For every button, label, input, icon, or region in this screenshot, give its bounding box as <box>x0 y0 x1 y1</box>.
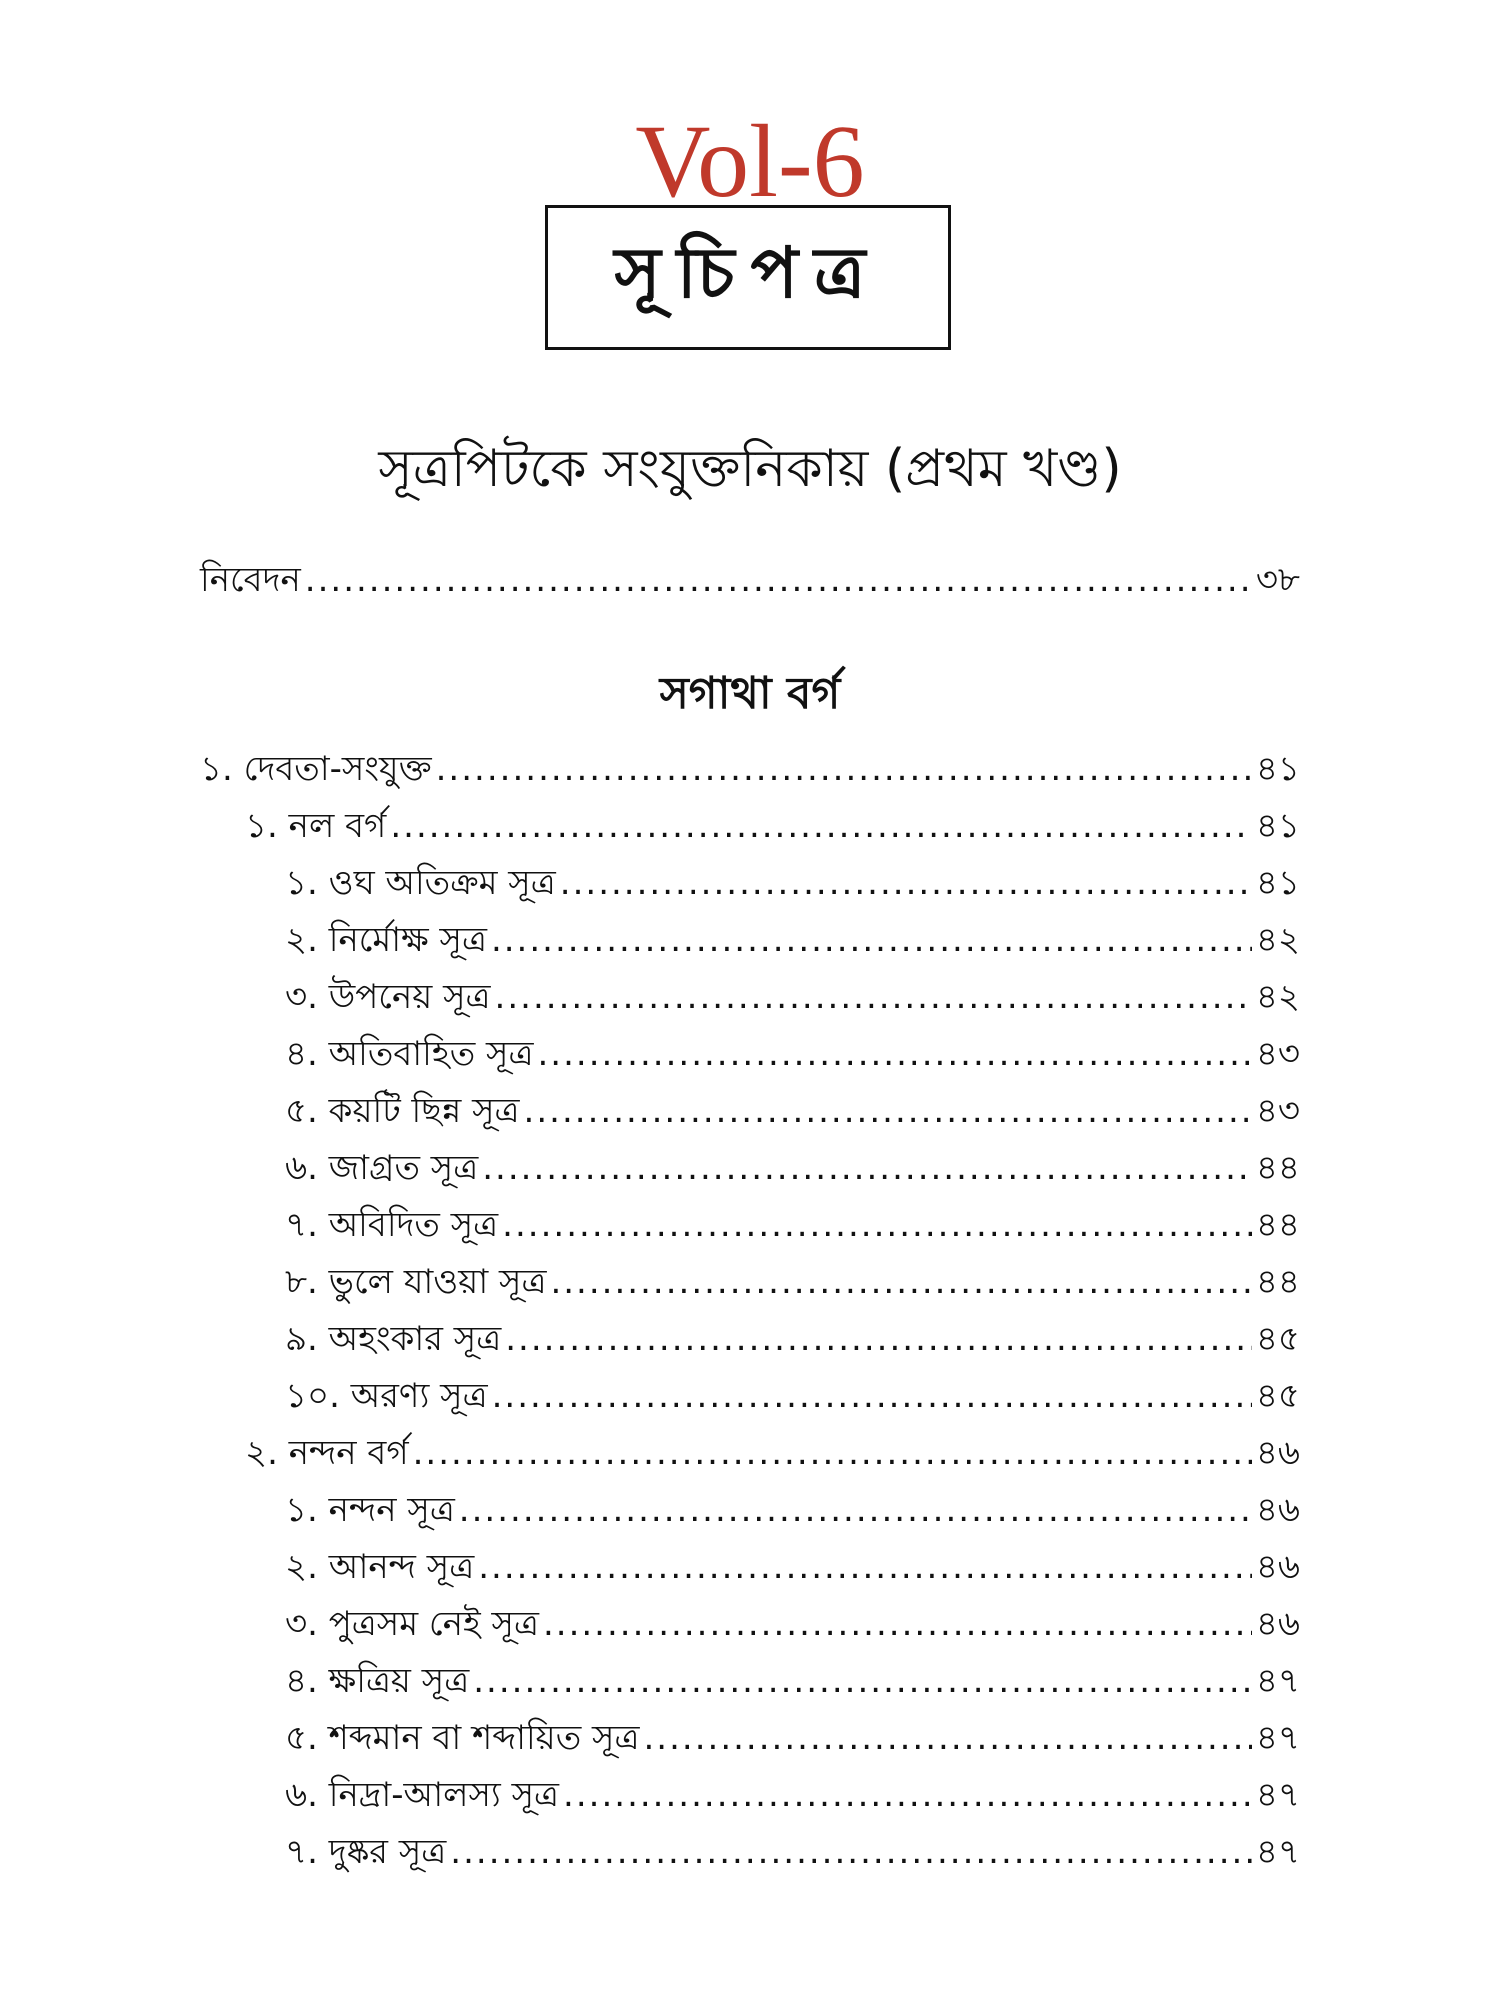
toc-page-number: ৪১ <box>1255 749 1300 789</box>
dot-leader <box>524 1086 1252 1136</box>
toc-entry-label: ৯. অহংকার সূত্র <box>285 1319 502 1359</box>
toc-page-number: ৪১ <box>1255 806 1300 846</box>
toc-entry[interactable] <box>200 1371 1300 1421</box>
toc-page-number: ৪৩ <box>1255 1034 1300 1074</box>
toc-entry[interactable] <box>200 1029 1300 1079</box>
volume-label: Vol-6 <box>635 104 865 219</box>
dot-leader <box>543 1599 1252 1649</box>
toc-entry-label: ৬. জাগ্রত সূত্র <box>285 1148 479 1188</box>
toc-entry-label: ১. নন্দন সূত্র <box>285 1490 455 1530</box>
toc-entry-label: ৬. নিদ্রা-আলস্য সূত্র <box>285 1775 560 1815</box>
dot-leader <box>502 1200 1252 1250</box>
toc-page-number: ৪৬ <box>1255 1604 1300 1644</box>
toc-page-number: ৪৭ <box>1255 1718 1300 1758</box>
toc-page-number: ৪৭ <box>1255 1832 1300 1872</box>
toc-entry[interactable] <box>200 1257 1300 1307</box>
toc-page-number: ৪৭ <box>1255 1661 1300 1701</box>
dot-leader <box>482 1143 1252 1193</box>
toc-page-number: ৪৪ <box>1255 1148 1300 1188</box>
toc-entry-label: ৭. অবিদিত সূত্র <box>285 1205 499 1245</box>
dot-leader <box>413 1428 1252 1478</box>
toc-entry-label: ২. নন্দন বর্গ <box>245 1433 409 1473</box>
toc-entry-label: ২. আনন্দ সূত্র <box>285 1547 475 1587</box>
toc-page-number: ৪২ <box>1255 977 1300 1017</box>
toc-entry-label: ২. নির্মোক্ষ সূত্র <box>285 920 487 960</box>
toc-entry[interactable] <box>200 1542 1300 1592</box>
toc-page-number: ৪৪ <box>1255 1262 1300 1302</box>
toc-entry[interactable] <box>200 744 1300 794</box>
toc-entry[interactable] <box>200 1770 1300 1820</box>
dot-leader <box>550 1257 1251 1307</box>
dot-leader <box>538 1029 1252 1079</box>
dot-leader <box>505 1314 1252 1364</box>
contents-title-box <box>545 205 951 350</box>
toc-page-number: ৪৩ <box>1255 1091 1300 1131</box>
dot-leader <box>563 1770 1252 1820</box>
toc-entry-label: ৮. ভুলে যাওয়া সূত্র <box>285 1262 547 1302</box>
toc-entry-label: ৪. অতিবাহিত সূত্র <box>285 1034 534 1074</box>
toc-entry[interactable] <box>200 1143 1300 1193</box>
toc-entry-preface[interactable] <box>200 555 1300 605</box>
dot-leader <box>459 1485 1252 1535</box>
volume-title: সূত্রপিটকে সংযুক্তনিকায় (প্রথম খণ্ড) <box>378 439 1122 499</box>
dot-leader <box>390 801 1252 851</box>
toc-page-number: ৪২ <box>1255 920 1300 960</box>
toc-entry[interactable] <box>200 915 1300 965</box>
toc-entry-label: ৩. পুত্রসম নেই সূত্র <box>285 1604 539 1644</box>
dot-leader <box>450 1827 1252 1877</box>
toc-entry-label: ১০. অরণ্য সূত্র <box>285 1376 488 1416</box>
toc-entry[interactable] <box>200 972 1300 1022</box>
toc-page-number: ৪৬ <box>1255 1433 1300 1473</box>
dot-leader <box>305 555 1252 605</box>
section-title: সগাথা বর্গ <box>659 668 841 719</box>
toc-entry[interactable] <box>200 1086 1300 1136</box>
toc-entry[interactable] <box>200 801 1300 851</box>
toc-entry-label: ৫. শব্দমান বা শব্দায়িত সূত্র <box>285 1718 640 1758</box>
toc-entry-label: ১. নল বর্গ <box>245 806 387 846</box>
toc-entry[interactable] <box>200 1713 1300 1763</box>
dot-leader <box>560 858 1252 908</box>
toc-entry-label: ১. দেবতা-সংযুক্ত <box>200 749 432 789</box>
dot-leader <box>478 1542 1252 1592</box>
toc-entry[interactable] <box>200 1599 1300 1649</box>
toc-entry[interactable] <box>200 1200 1300 1250</box>
dot-leader <box>495 972 1252 1022</box>
toc-entry[interactable] <box>200 858 1300 908</box>
toc-entry-label: ৭. দুষ্কর সূত্র <box>285 1832 447 1872</box>
toc-entry-label: ৩. উপনেয় সূত্র <box>285 977 491 1017</box>
toc-entry[interactable] <box>200 1827 1300 1877</box>
toc-page-number: ৪৫ <box>1255 1319 1300 1359</box>
toc-entry-label: ১. ওঘ অতিক্রম সূত্র <box>285 863 556 903</box>
toc-page-number: ৪৫ <box>1255 1376 1300 1416</box>
toc-entry-label: ৪. ক্ষত্রিয় সূত্র <box>285 1661 470 1701</box>
toc-entry[interactable] <box>200 1485 1300 1535</box>
toc-page-number: ৪৪ <box>1255 1205 1300 1245</box>
dot-leader <box>473 1656 1252 1706</box>
toc-entry[interactable] <box>200 1428 1300 1478</box>
toc-page-number: ৩৮ <box>1255 560 1300 600</box>
toc-page-number: ৪৬ <box>1255 1490 1300 1530</box>
contents-title: সূচিপত্র <box>614 232 882 314</box>
toc-page-number: ৪৭ <box>1255 1775 1300 1815</box>
toc-page-number: ৪১ <box>1255 863 1300 903</box>
dot-leader <box>643 1713 1251 1763</box>
toc-page-number: ৪৬ <box>1255 1547 1300 1587</box>
toc-entry-label: নিবেদন <box>200 560 301 600</box>
toc-entry[interactable] <box>200 1656 1300 1706</box>
toc-entry-label: ৫. কয়টি ছিন্ন সূত্র <box>285 1091 520 1131</box>
dot-leader <box>492 1371 1252 1421</box>
toc-entry[interactable] <box>200 1314 1300 1364</box>
dot-leader <box>436 744 1252 794</box>
dot-leader <box>491 915 1252 965</box>
